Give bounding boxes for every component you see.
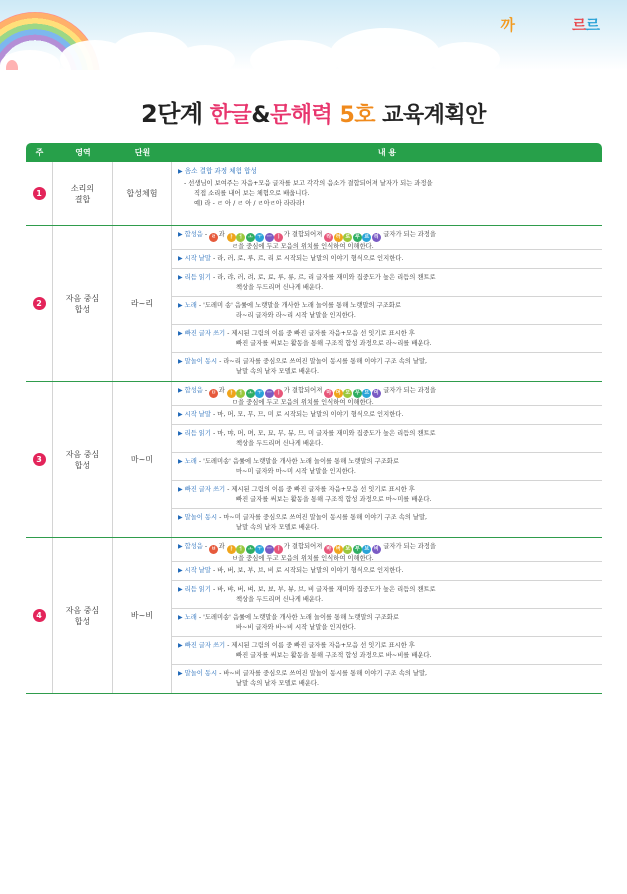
syllable-chip: 러 (334, 233, 343, 242)
triangle-bullet-icon: ▶ (178, 670, 183, 677)
content-item: ▶ 빠진 글자 쓰기 - 제시된 그림의 이름 중 빠진 글자를 자음+모음 선 잇기로 표시한 후 빠진 글자를 써보는 활동을 통해 구조적 합성 과정으로 라~리를 배운다. (172, 325, 602, 353)
content-item: ▶ 말놀이 동시 - 마~미 글자를 중심으로 쓰여진 말놀이 동시를 통해 이야기 구조 속의 낱말, 낱말 속의 낱자 모델로 배운다. (178, 514, 428, 531)
content-cell (172, 382, 602, 537)
triangle-bullet-icon: ▶ (178, 642, 183, 649)
triangle-bullet-icon: ▶ (178, 486, 183, 493)
syllable-chip: 루 (353, 233, 362, 242)
syllable-chip: 머 (334, 389, 343, 398)
vowel-chip: ㅗ (246, 233, 255, 242)
syllable-chip: 버 (334, 545, 343, 554)
header-illustration (0, 0, 627, 70)
content-item: ▶ 시작 낱말 - 바, 버, 보, 부, 브, 비 로 시작되는 낱말의 이야기 형식으로 인지한다. (172, 562, 602, 581)
syllable-chip: 르 (362, 233, 371, 242)
unit-cell: 마~미 (113, 382, 172, 537)
vowel-chip: ㅣ (274, 545, 283, 554)
area-cell: 자음 중심 합성 (53, 382, 113, 537)
syllable-chip: 미 (372, 389, 381, 398)
balloon-illustration (6, 60, 18, 70)
content-item: ▶ 리듬 읽기 - 라, 랴, 러, 려, 로, 료, 루, 류, 르, 리 글자를 재미와 집중도가 높은 리듬의 챈트로 책상을 두드리며 신나게 배운다. (172, 269, 602, 297)
content-cell (172, 226, 602, 381)
vowel-chip: ㅓ (236, 389, 245, 398)
triangle-bullet-icon: ▶ (178, 586, 183, 593)
triangle-bullet-icon: ▶ (178, 168, 183, 175)
table-row (26, 162, 602, 226)
vowel-chip: ㅓ (236, 233, 245, 242)
content-item: ▶ 노래 - '도레미 송' 음률에 노랫말을 개사한 노래 놀이를 통해 노랫말의 구조화로 라~리 글자와 라~리 시작 낱말을 인지한다. (172, 297, 602, 325)
syllable-chip: 비 (372, 545, 381, 554)
vowel-chip: ㅗ (246, 545, 255, 554)
content-item: ▶ 리듬 읽기 - 바, 뱌, 버, 벼, 보, 뵤, 부, 뷰, 브, 비 글자를 재미와 집중도가 높은 리듬의 챈트로 책상을 두드리며 신나게 배운다. (172, 581, 602, 609)
unit-cell: 바~비 (113, 538, 172, 693)
vowel-chip: ㅡ (265, 233, 274, 242)
triangle-bullet-icon: ▶ (178, 274, 183, 281)
vowel-chip: ㅏ (227, 389, 236, 398)
triangle-bullet-icon: ▶ (178, 231, 183, 238)
triangle-bullet-icon: ▶ (178, 543, 183, 550)
week-number-badge: 1 (33, 187, 46, 200)
syllable-chip: 므 (362, 389, 371, 398)
header-week: 주 (35, 148, 44, 157)
vowel-chip: ㅜ (255, 389, 264, 398)
content-item: ▶ 합성음 - ㅂ 과 ㅏ ㅓ ㅗ ㅜ ㅡ ㅣ 가 결합되어져 바 버 보 부 브 비 글자가 되는 과정을 ㅂ을 중심에 두고 모음의 위치를 인식하여 이해한다. (172, 538, 602, 562)
syllable-chip: 라 (324, 233, 333, 242)
vowel-chip: ㅜ (255, 545, 264, 554)
triangle-bullet-icon: ▶ (178, 358, 183, 365)
triangle-bullet-icon: ▶ (178, 302, 183, 309)
syllable-chip: 바 (324, 545, 333, 554)
vowel-chip: ㅏ (227, 233, 236, 242)
week-number-badge: 3 (33, 453, 46, 466)
syllable-chip: 무 (353, 389, 362, 398)
triangle-bullet-icon: ▶ (178, 330, 183, 337)
content-item: ▶ 빠진 글자 쓰기 - 제시된 그림의 이름 중 빠진 글자를 자음+모음 선 잇기로 표시한 후 빠진 글자를 써보는 활동을 통해 구조적 합성 과정으로 마~미를 배운다. (172, 481, 602, 509)
table-row (26, 538, 602, 694)
header-unit: 단원 (134, 148, 151, 157)
vowel-chip: ㅡ (265, 389, 274, 398)
vowel-chip: ㅜ (255, 233, 264, 242)
content-item: ▶ 말놀이 동시 - 라~리 글자를 중심으로 쓰여진 말놀이 동시를 통해 이야기 구조 속의 낱말, 낱말 속의 낱자 모델로 배운다. (178, 358, 428, 375)
content-item: ▶ 노래 - '도레미송' 음률에 노랫말을 개사한 노래 놀이를 통해 노랫말의 구조화로 바~비 글자와 바~비 시작 낱말을 인지한다. (172, 609, 602, 637)
triangle-bullet-icon: ▶ (178, 255, 183, 262)
consonant-chip: ㅂ (209, 545, 218, 554)
syllable-chip: 브 (362, 545, 371, 554)
page-title: 2단계 한글&문해력 5호 교육계획안 (141, 100, 486, 128)
table-header (26, 143, 602, 162)
syllable-chip: 리 (372, 233, 381, 242)
unit-cell: 합성체험 (113, 162, 172, 225)
vowel-chip: ㅣ (274, 389, 283, 398)
content-cell: ▶ 음소 결합 과정 체험 합성 - 선생님이 보여주는 자음+모음 글자를 보고 각각의 음소가 결합되어져 낱자가 되는 과정을 직접 소리를 내어 보는 체험으로 배웁니다. 예) 라 - ㄹ 아 / ㄹ 아 / ㄹ아ㄹ아 라라라! (178, 167, 433, 207)
syllable-chip: 마 (324, 389, 333, 398)
header-content: 내 용 (377, 148, 397, 157)
vowel-chip: ㅗ (246, 389, 255, 398)
syllable-chip: 보 (343, 545, 352, 554)
area-cell: 자음 중심 합성 (53, 538, 113, 693)
triangle-bullet-icon: ▶ (178, 411, 183, 418)
area-cell: 소리의 결합 (53, 162, 113, 225)
triangle-bullet-icon: ▶ (178, 387, 183, 394)
content-item: ▶ 시작 낱말 - 마, 머, 모, 무, 므, 미 로 시작되는 낱말의 이야기 형식으로 인지한다. (172, 406, 602, 425)
vowel-chip: ㅏ (227, 545, 236, 554)
area-cell: 자음 중심 합성 (53, 226, 113, 381)
content-cell (172, 538, 602, 693)
vowel-chip: ㅣ (274, 233, 283, 242)
content-item: ▶ 합성음 - ㅁ 과 ㅏ ㅓ ㅗ ㅜ ㅡ ㅣ 가 결합되어져 마 머 모 무 므 미 글자가 되는 과정을 ㅁ을 중심에 두고 모음의 위치를 인식하여 이해한다. (172, 382, 602, 406)
content-item: ▶ 빠진 글자 쓰기 - 제시된 그림의 이름 중 빠진 글자를 자음+모음 선 잇기로 표시한 후 빠진 글자를 써보는 활동을 통해 구조적 합성 과정으로 바~비를 배운다. (172, 637, 602, 665)
triangle-bullet-icon: ▶ (178, 430, 183, 437)
vowel-chip: ㅡ (265, 545, 274, 554)
syllable-chip: 모 (343, 389, 352, 398)
triangle-bullet-icon: ▶ (178, 458, 183, 465)
week-number-badge: 4 (33, 609, 46, 622)
triangle-bullet-icon: ▶ (178, 514, 183, 521)
brand-logo: 까 르르 (500, 16, 599, 34)
syllable-chip: 부 (353, 545, 362, 554)
table-row (26, 226, 602, 382)
content-item: ▶ 말놀이 동시 - 바~비 글자를 중심으로 쓰여진 말놀이 동시를 통해 이야기 구조 속의 낱말, 낱말 속의 낱자 모델로 배운다. (178, 670, 428, 687)
vowel-chip: ㅓ (236, 545, 245, 554)
consonant-chip: ㄹ (209, 233, 218, 242)
table-row (26, 382, 602, 538)
content-item: ▶ 리듬 읽기 - 마, 먀, 머, 며, 모, 묘, 무, 뮤, 므, 미 글자를 재미와 집중도가 높은 리듬의 챈트로 책상을 두드리며 신나게 배운다. (172, 425, 602, 453)
content-item: ▶ 노래 - '도레미송' 음률에 노랫말을 개사한 노래 놀이를 통해 노랫말의 구조화로 마~미 글자와 마~미 시작 낱말을 인지한다. (172, 453, 602, 481)
header-area: 영역 (75, 148, 91, 157)
syllable-chip: 로 (343, 233, 352, 242)
consonant-chip: ㅁ (209, 389, 218, 398)
content-item: ▶ 합성음 - ㄹ 과 ㅏ ㅓ ㅗ ㅜ ㅡ ㅣ 가 결합되어져 라 러 로 루 르 리 글자가 되는 과정을 ㄹ을 중심에 두고 모음의 위치를 인식하여 이해한다. (172, 226, 602, 250)
content-item: ▶ 시작 낱말 - 라, 러, 로, 루, 르, 리 로 시작되는 낱말의 이야기 형식으로 인지한다. (172, 250, 602, 269)
curriculum-table (26, 143, 602, 694)
triangle-bullet-icon: ▶ (178, 567, 183, 574)
triangle-bullet-icon: ▶ (178, 614, 183, 621)
week-number-badge: 2 (33, 297, 46, 310)
unit-cell: 라~리 (113, 226, 172, 381)
